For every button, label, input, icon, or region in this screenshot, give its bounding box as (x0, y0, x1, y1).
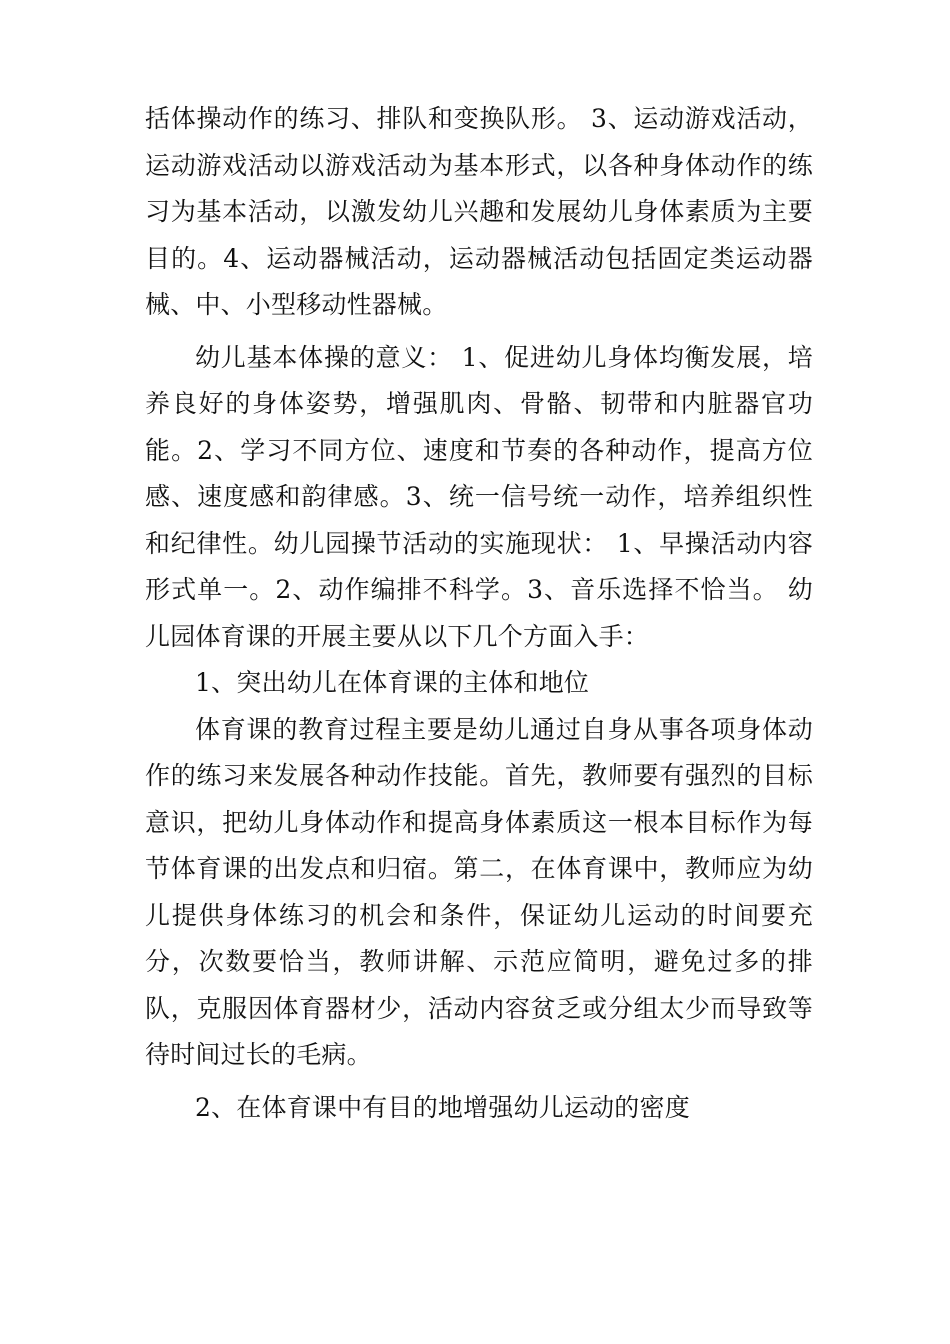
section-heading-1: 1、突出幼儿在体育课的主体和地位 (195, 668, 590, 697)
paragraph-gymnastics-significance: 幼儿基本体操的意义： 1、促进幼儿身体均衡发展，培养良好的身体姿势，增强肌肉、骨骼、韧带和内脏器官功能。2、学习不同方位、速度和节奏的各种动作，提高方位感、速度感和韵律感。3、统一信号统一动作，培养组织性和纪律性。幼儿园操节活动的实施现状： 1、早操活动内容形式单一。2、动作编排不科学。3、音乐选择不恰当。 幼儿园体育课的开展主要从以下几个方面入手： (145, 342, 813, 651)
document-body (145, 96, 813, 1131)
paragraph-teaching-process: 体育课的教育过程主要是幼儿通过自身从事各项身体动作的练习来发展各种动作技能。首先，教师要有强烈的目标意识，把幼儿身体动作和提高身体素质这一根本目标作为每节体育课的出发点和归宿。第二，在体育课中，教师应为幼儿提供身体练习的机会和条件，保证幼儿运动的时间要充分，次数要恰当，教师讲解、示范应简明，避免过多的排队，克服因体育器材少，活动内容贫乏或分组太少而导致等待时间过长的毛病。 (145, 714, 813, 1069)
paragraph-exercise-types: 括体操动作的练习、排队和变换队形。 3、运动游戏活动，运动游戏活动以游戏活动为基本形式，以各种身体动作的练习为基本活动，以激发幼儿兴趣和发展幼儿身体素质为主要目的。4、运动器械活动，运动器械活动包括固定类运动器械、中、小型移动性器械。 (145, 104, 813, 319)
section-heading-2: 2、在体育课中有目的地增强幼儿运动的密度 (195, 1092, 690, 1122)
